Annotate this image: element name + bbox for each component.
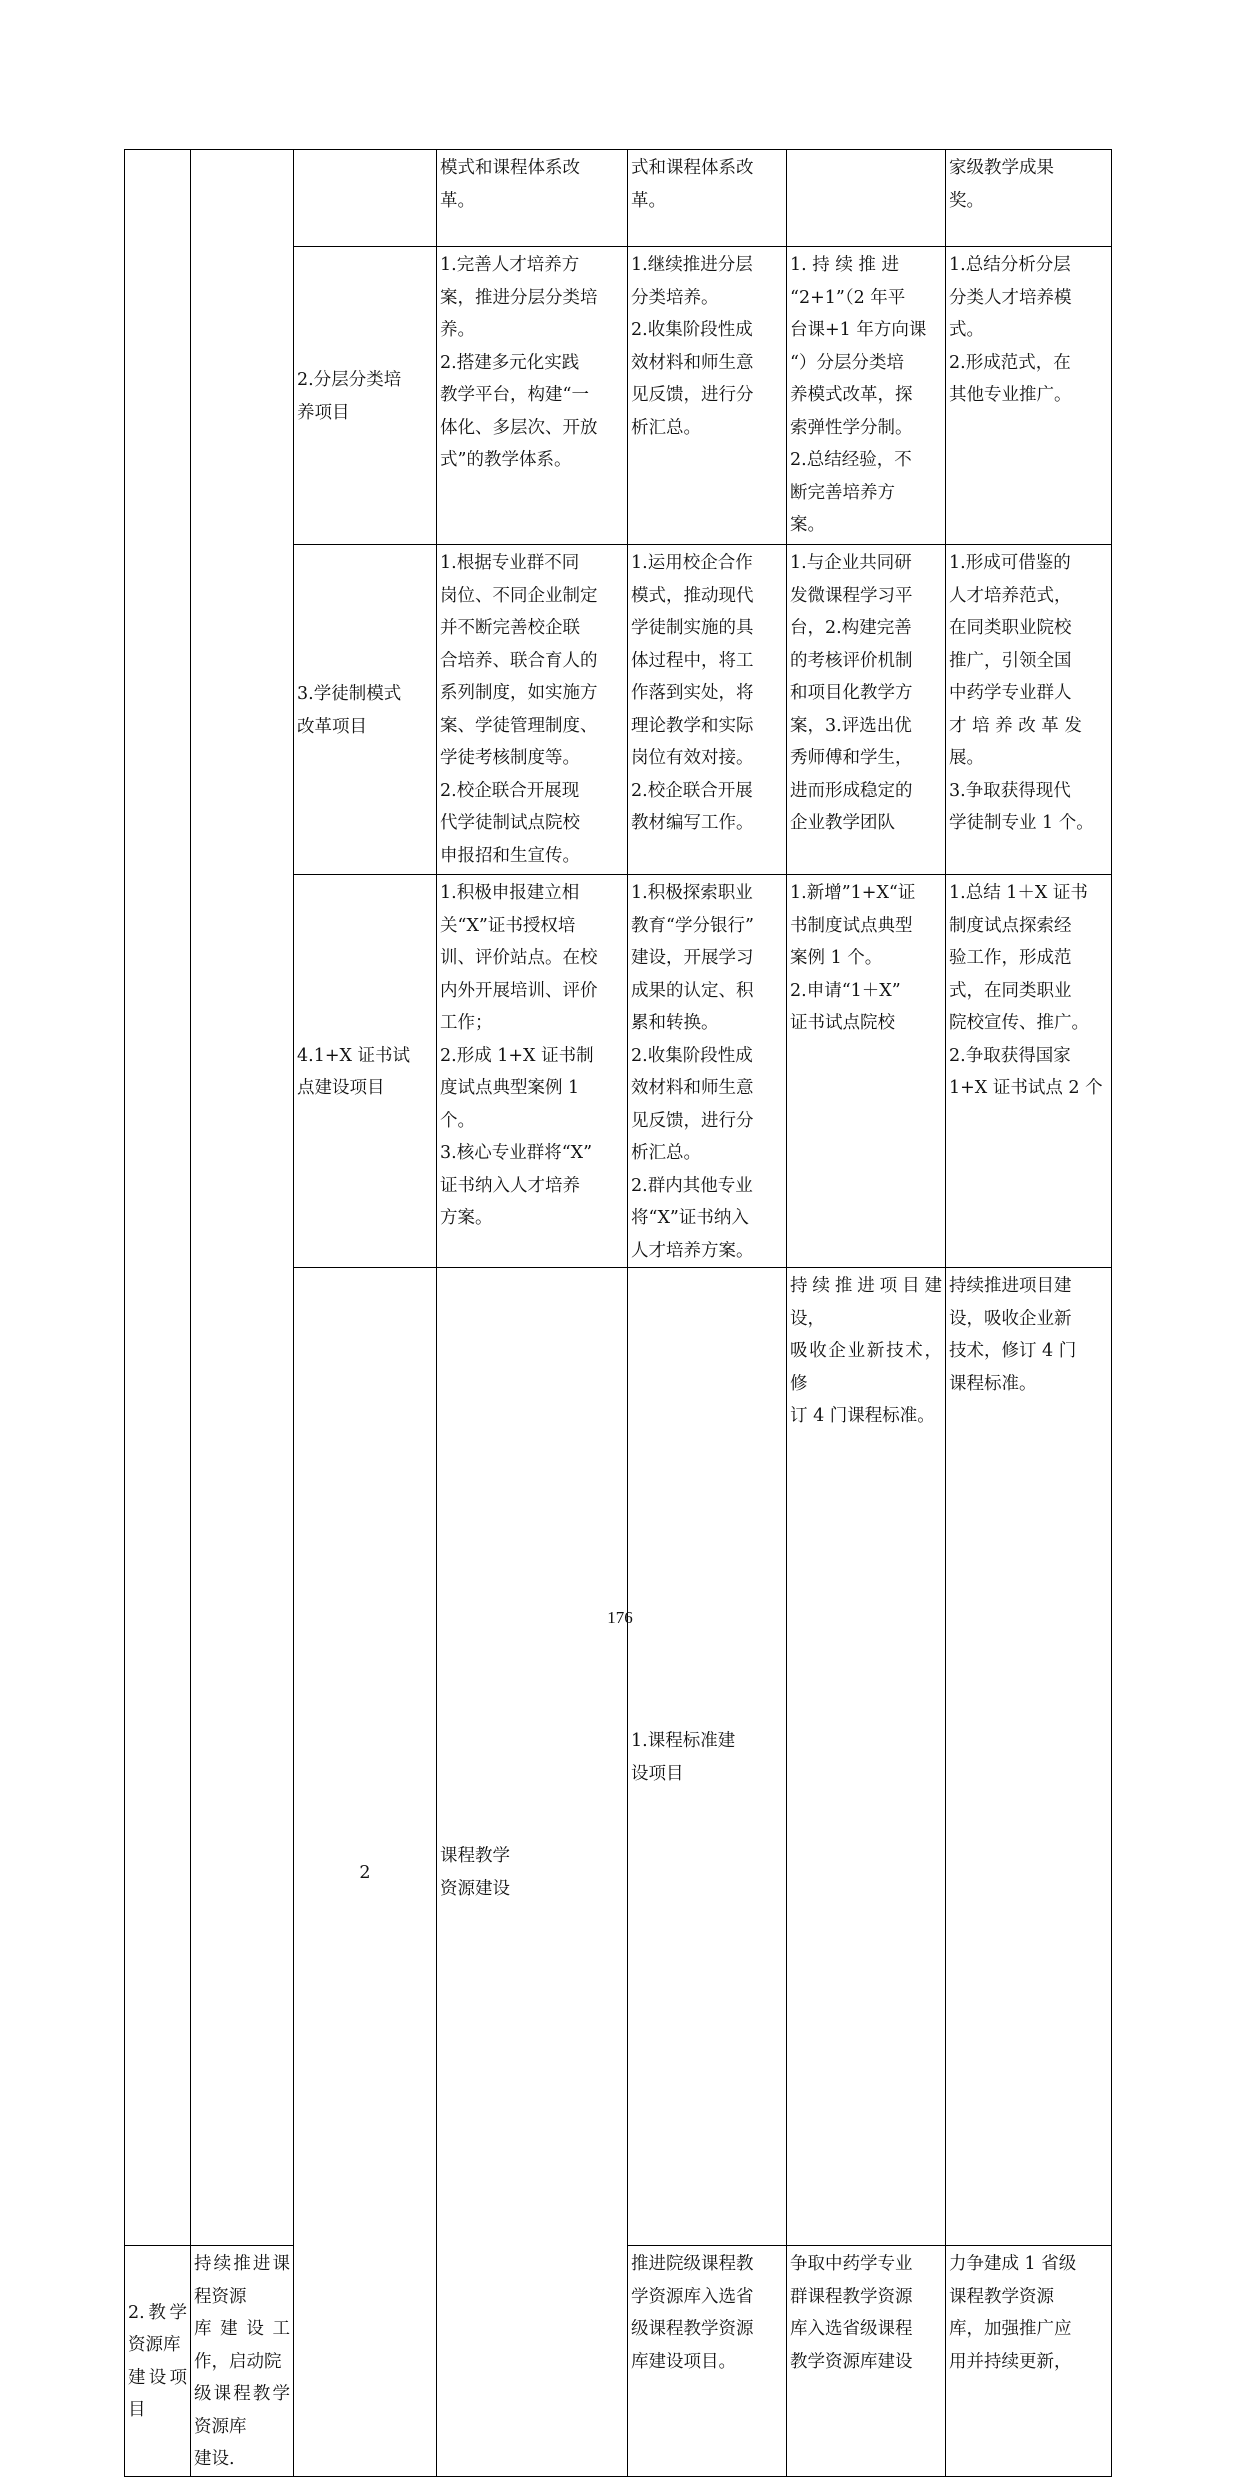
plan-cell: 持续推进课程资源 库建设工作，启动院 级课程教学资源库 建设. [191,2246,294,2477]
plan-cell [787,150,946,247]
plan-cell: 1.积极探索职业 教育“学分银行” 建设，开展学习 成果的认定、积 累和转换。 2.收集阶段性成 效材料和师生意 见反馈，进行分 析汇总。 2.群内其他专业 将“X”证书纳入 人才培养方案。 [628,875,787,1268]
project-name-cell: 1.课程标准建 设项目 [628,1268,787,2246]
index-cell [125,150,191,2246]
plan-cell: 持续推进项目建设， 吸收企业新技术，修 订 4 门课程标准。 [787,1268,946,2246]
project-name-cell: 4.1+X 证书试 点建设项目 [294,875,437,1268]
plan-cell: 模式和课程体系改 革。 [437,150,628,247]
plan-cell: 1.根据专业群不同 岗位、不同企业制定 并不断完善校企联 合培养、联合育人的 系列制度，如实施方 案、学徒管理制度、 学徒考核制度等。 2.校企联合开展现 代学徒制试点院校 申报招和生宣传。 [437,545,628,875]
plan-cell: 式和课程体系改 革。 [628,150,787,247]
plan-cell: 1. 持 续 推 进 “2+1”（2 年平 台课+1 年方向课 “）分层分类培 养模式改革，探 索弹性学分制。 2.总结经验，不 断完善培养方 案。 [787,247,946,545]
plan-cell: 1.继续推进分层 分类培养。 2.收集阶段性成 效材料和师生意 见反馈，进行分 析汇总。 [628,247,787,545]
plan-cell: 1.与企业共同研 发微课程学习平 台，2.构建完善 的考核评价机制 和项目化教学方 案，3.评选出优 秀师傅和学生， 进而形成稳定的 企业教学团队 [787,545,946,875]
project-name-cell: 2.分层分类培 养项目 [294,247,437,545]
page-number: 176 [607,1608,633,1627]
project-name-cell: 2.教学资源库 建设项目 [125,2246,191,2477]
plan-cell: 1.形成可借鉴的 人才培养范式， 在同类职业院校 推广，引领全国 中药学专业群人 才 培 养 改 革 发 展。 3.争取获得现代 学徒制专业 1 个。 [946,545,1112,875]
plan-cell: 1.完善人才培养方 案，推进分层分类培 养。 2.搭建多元化实践 教学平台，构建“一 体化、多层次、开放 式”的教学体系。 [437,247,628,545]
project-name-cell [294,150,437,247]
plan-cell: 持续推进项目建 设，吸收企业新 技术，修订 4 门 课程标准。 [946,1268,1112,2246]
plan-cell: 1.总结分析分层 分类人才培养模 式。 2.形成范式，在 其他专业推广。 [946,247,1112,545]
category-cell [191,150,294,2246]
plan-cell: 推进院级课程教 学资源库入选省 级课程教学资源 库建设项目。 [628,2246,787,2477]
plan-cell: 1.积极申报建立相 关“X”证书授权培 训、评价站点。在校 内外开展培训、评价 工作； 2.形成 1+X 证书制 度试点典型案例 1 个。 3.核心专业群将“X” 证书纳入人才培养 方案。 [437,875,628,1268]
plan-cell: 1.新增”1+X“证 书制度试点典型 案例 1 个。 2.申请“1＋X” 证书试点院校 [787,875,946,1268]
plan-table [124,149,1112,2477]
project-name-cell: 3.学徒制模式 改革项目 [294,545,437,875]
category-cell: 课程教学 资源建设 [437,1268,628,2477]
plan-cell: 争取中药学专业 群课程教学资源 库入选省级课程 教学资源库建设 [787,2246,946,2477]
plan-cell: 1.运用校企合作 模式，推动现代 学徒制实施的具 体过程中，将工 作落到实处，将 理论教学和实际 岗位有效对接。 2.校企联合开展 教材编写工作。 [628,545,787,875]
plan-cell: 力争建成 1 省级 课程教学资源 库，加强推广应 用并持续更新， [946,2246,1112,2477]
plan-cell: 1.总结 1＋X 证书 制度试点探索经 验工作，形成范 式，在同类职业 院校宣传、推广。 2.争取获得国家 1+X 证书试点 2 个 [946,875,1112,1268]
plan-cell: 家级教学成果 奖。 [946,150,1112,247]
table-row [125,150,1112,247]
index-cell: 2 [294,1268,437,2477]
